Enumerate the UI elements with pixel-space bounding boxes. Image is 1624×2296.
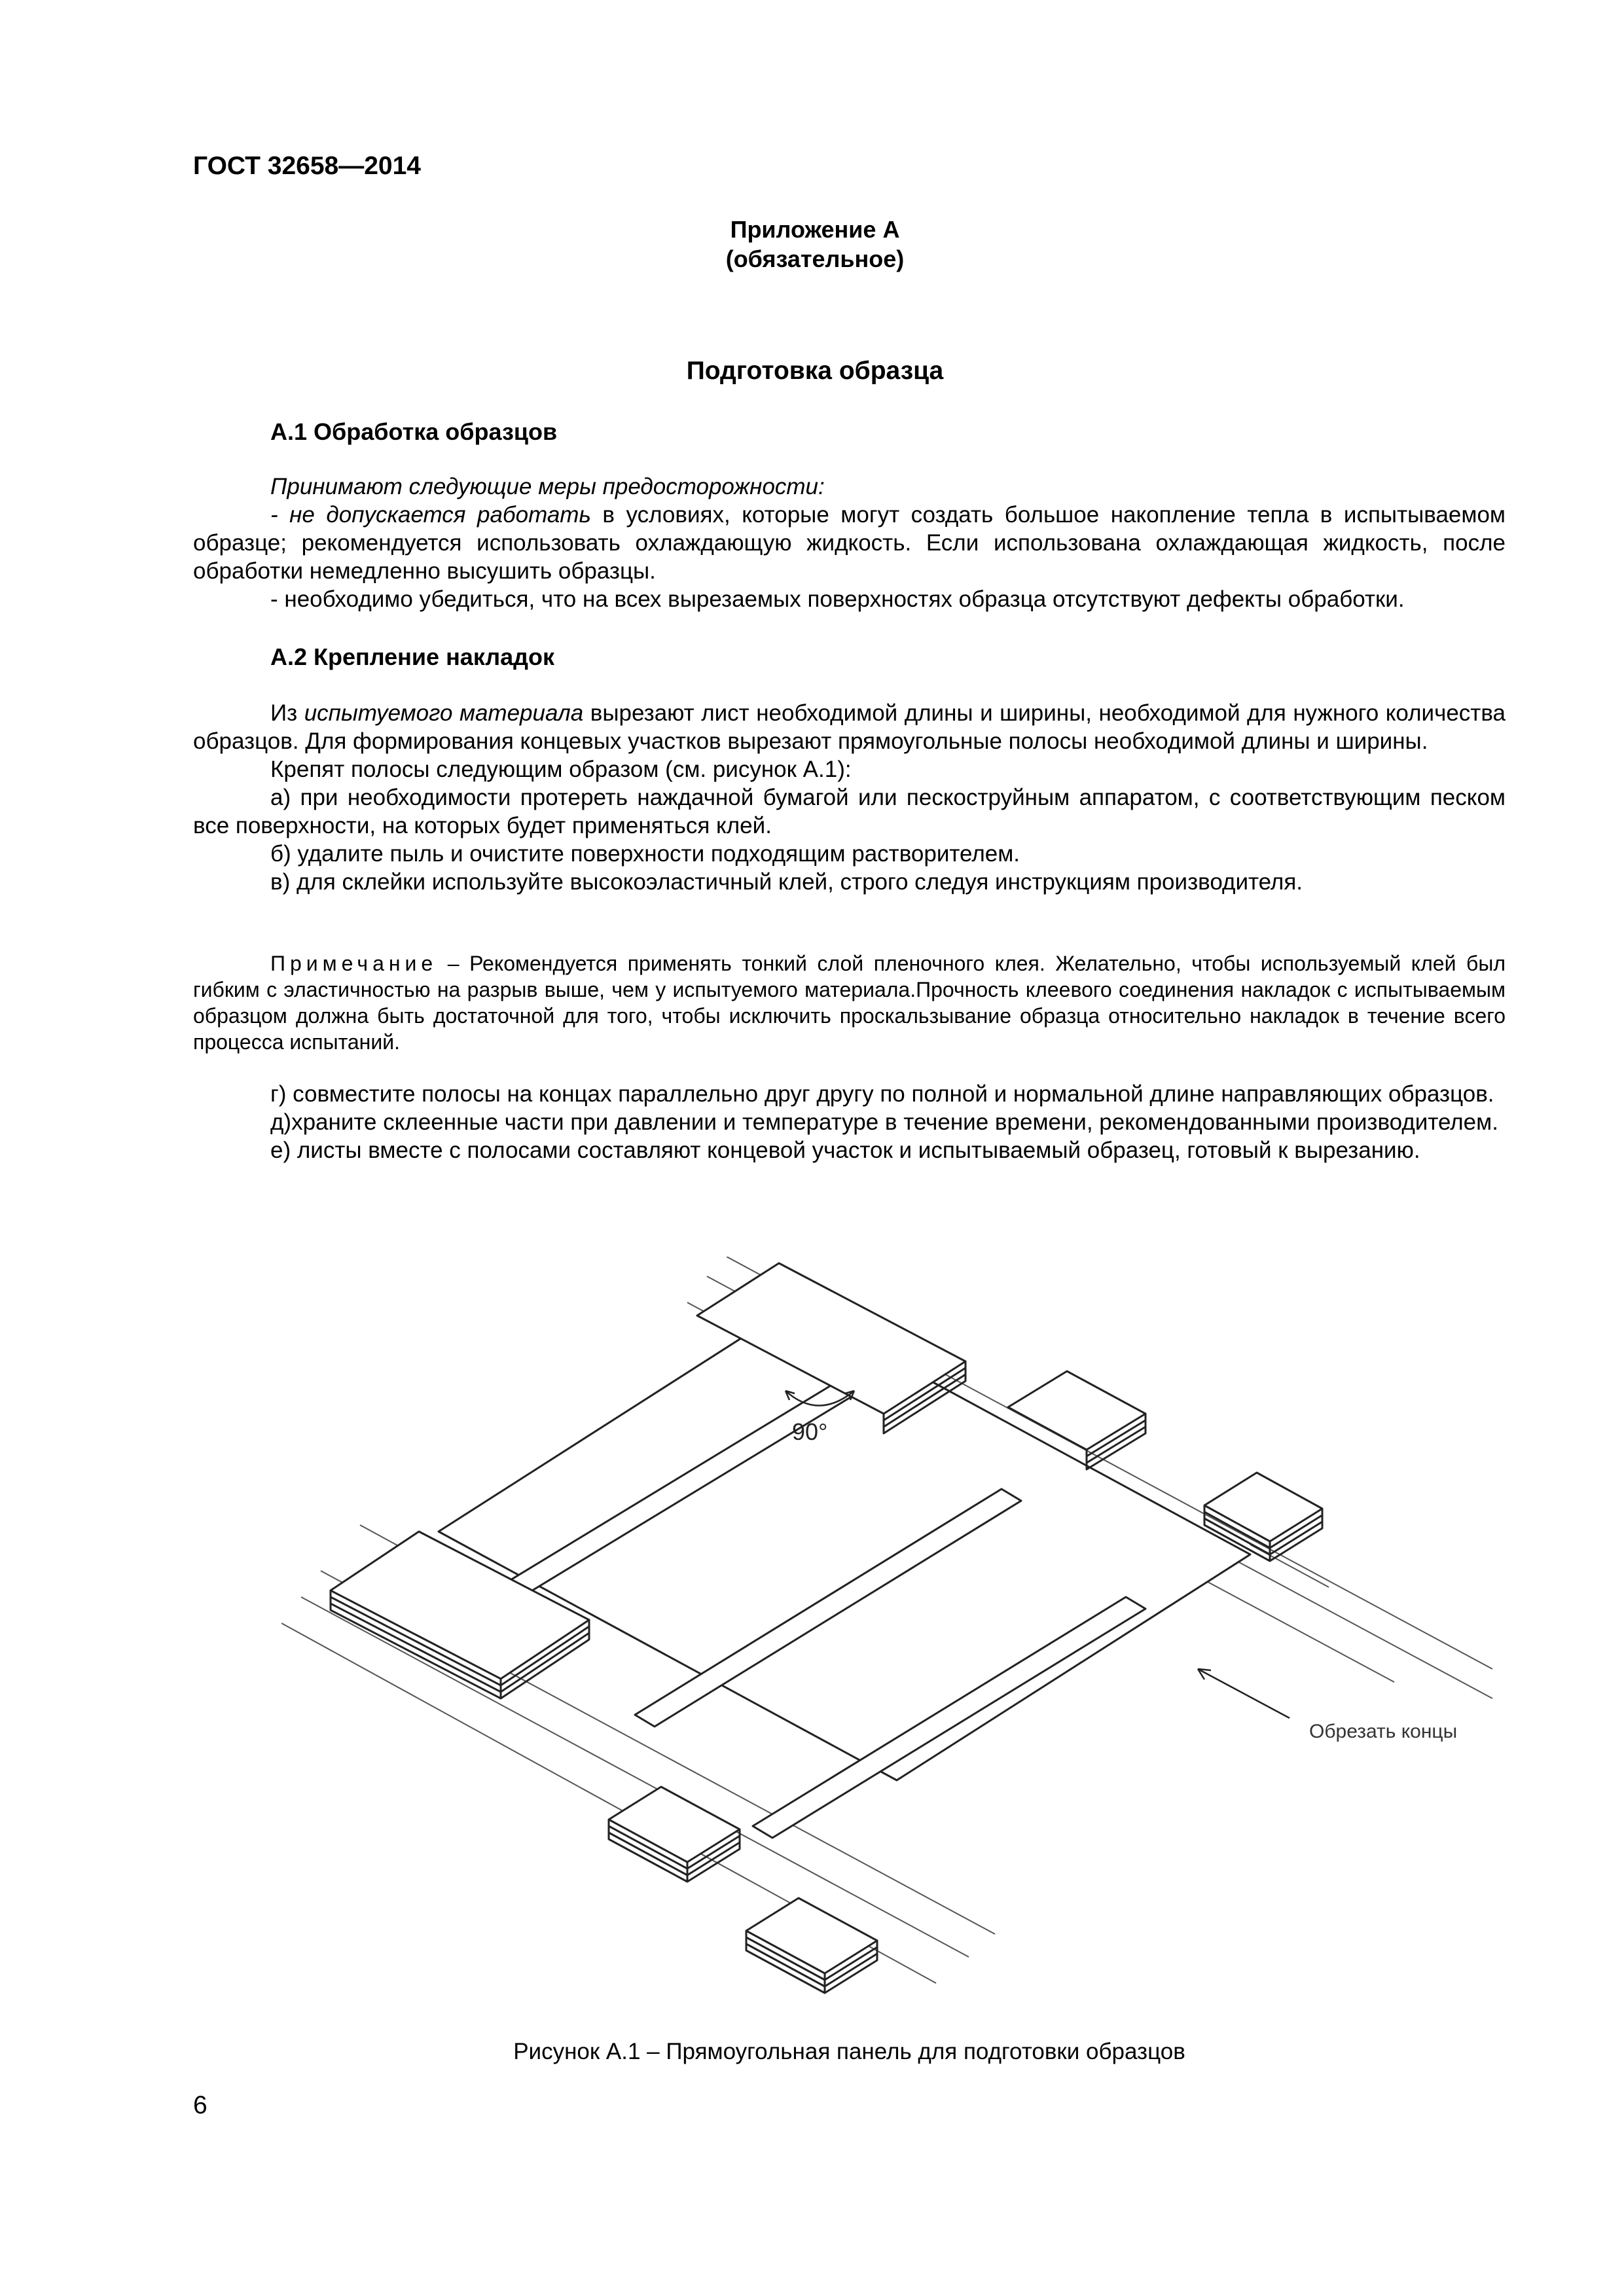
note-label: Примечание: [270, 952, 438, 975]
section-title: Подготовка образца: [686, 357, 944, 385]
note-text: – Рекомендуется применять тонкий слой пленочного клея. Желательно, чтобы используемый клей был гибким с эластичностью на разрыв выше, чем у испытуемого материала.Прочность клеевого соединения накладок с испытываемым образцом должна быть достаточной для того, чтобы исключить проскальзывание образца относительно накладок в течение всего процесса испытаний.: [193, 952, 1506, 1054]
panel-figure: [281, 1257, 1512, 2003]
cut-ends-label: Обрезать концы: [1309, 1721, 1458, 1742]
note-block: [193, 950, 1506, 1055]
section-a1: [193, 418, 1506, 446]
a2-p1-text: вырезают лист необходимой длины и ширины, необходимой для нужного количества образцов. Для формирования концевых участков вырезают прямоугольные полосы необходимой длины и ширины.: [193, 700, 1506, 754]
a2-p1-emphasis: испытуемого материала: [304, 700, 584, 726]
section-a2: [193, 643, 1506, 671]
a1-body: [193, 473, 1506, 613]
a2-body: [193, 699, 1506, 896]
a1-item1-text: в условиях, которые могут создать большое накопление тепла в испытываемом образце; рекомендуется использовать охлаждающую жидкость. Если использована охлаждающая жидкость, после обработки немедленно высушить образцы.: [193, 502, 1506, 584]
document-code: ГОСТ 32658—2014: [193, 152, 421, 180]
a1-intro: Принимают следующие меры предосторожности:: [270, 474, 825, 499]
a2-body-continued: [193, 1080, 1506, 1164]
a2-item-b: б) удалите пыль и очистите поверхности подходящим растворителем.: [270, 841, 1020, 867]
a2-item-g: г) совместите полосы на концах параллельно друг другу по полной и нормальной длине направляющих образцов.: [270, 1081, 1494, 1107]
appendix-subtitle: (обязательное): [725, 245, 905, 272]
a2-item-c: в) для склейки используйте высокоэластичный клей, строго следуя инструкциям производителя.: [270, 869, 1303, 895]
figure-caption: Рисунок А.1 – Прямоугольная панель для подготовки образцов: [513, 2039, 1185, 2064]
a2-heading: А.2 Крепление накладок: [270, 643, 555, 670]
appendix-title: Приложение А: [730, 216, 900, 243]
a2-item-a: а) при необходимости протереть наждачной бумагой или пескоструйным аппаратом, с соответствующим песком все поверхности, на которых будет применяться клей.: [193, 785, 1506, 838]
a2-item-e: е) листы вместе с полосами составляют концевой участок и испытываемый образец, готовый к вырезанию.: [270, 1138, 1420, 1163]
a2-p1-start: Из: [270, 700, 304, 726]
angle-label: 90°: [792, 1418, 828, 1445]
page-number: 6: [193, 2091, 208, 2119]
a1-item1-emphasis: - не допускается работать: [270, 502, 591, 528]
a1-item2: - необходимо убедиться, что на всех вырезаемых поверхностях образца отсутствуют дефекты обработки.: [270, 586, 1405, 612]
a2-p2: Крепят полосы следующим образом (см. рисунок А.1):: [270, 757, 852, 782]
cut-ends-pointer: [1198, 1669, 1290, 1718]
a2-item-d: д)храните склеенные части при давлении и температуре в течение времени, рекомендованными производителем.: [270, 1109, 1498, 1135]
a1-heading: А.1 Обработка образцов: [270, 418, 558, 445]
